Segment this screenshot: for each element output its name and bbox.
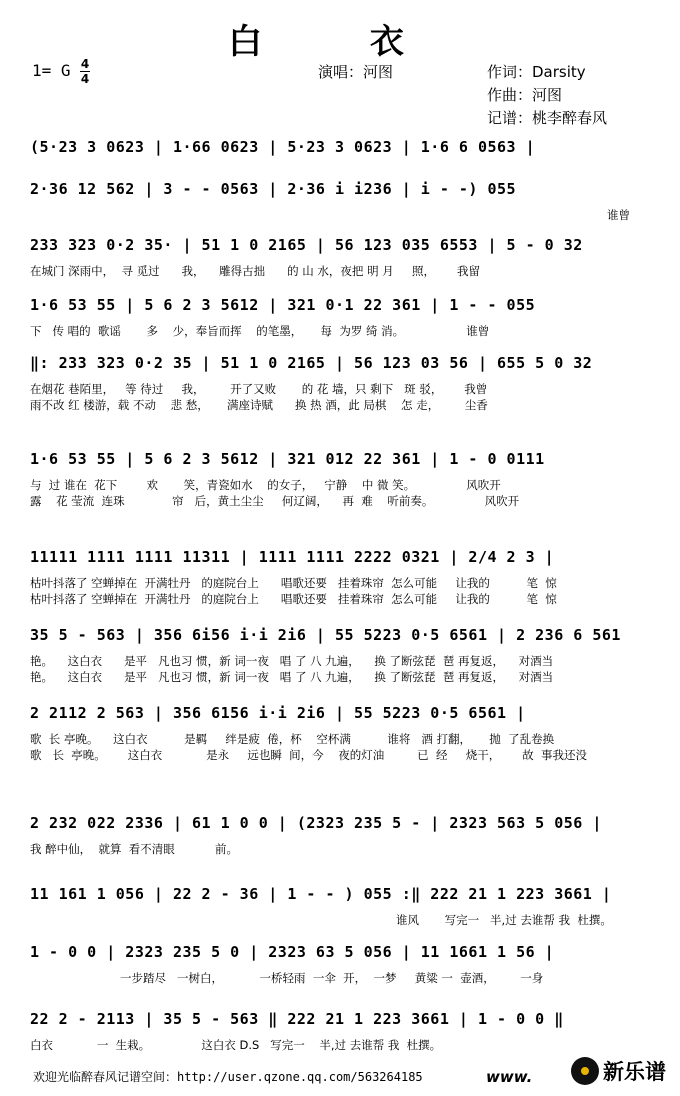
notation-line: 11 161 1 056 | 22 2 - 36 | 1 - - ) 055 :‖ 222 21 1 223 3661 | — [30, 885, 612, 903]
notation-line: 2 232 022 2336 | 61 1 0 0 | (2323 235 5 - | 2323 563 5 056 | — [30, 814, 602, 832]
notation-line: 2·36 12 562 | 3 - - 0563 | 2·36 i i236 | i - -) 055 — [30, 180, 517, 198]
notation-line: 1 - 0 0 | 2323 235 5 0 | 2323 63 5 056 | 11 1661 1 56 | — [30, 943, 555, 961]
key-signature: 1= G — [32, 61, 71, 80]
time-signature — [80, 58, 90, 85]
vinyl-disc-icon — [571, 1057, 599, 1085]
notation-line: ‖: 233 323 0·2 35 | 51 1 0 2165 | 56 123 03 56 | 655 5 0 32 — [30, 354, 593, 372]
lyric-line: 歌 长 亭晚。 这白衣 是永 远也瞬 间，今 夜的灯油 已 经 烧干， 故 事我还没 — [30, 748, 588, 762]
lyric-line: 与 过 谁在 花下 欢 笑，青瓷如水 的女子， 宁静 中 微 笑。 风吹开 — [30, 478, 501, 492]
singer-credit: 演唱：河图 — [318, 63, 394, 81]
notation-line: 11111 1111 1111 11311 | 1111 1111 2222 0321 | 2/4 2 3 | — [30, 548, 555, 566]
transcriber-credit: 记谱：桃李醉春风 — [487, 109, 608, 127]
time-signature-top: 4 — [80, 57, 90, 71]
footer-text: 欢迎光临醉春风记谱空间：http://user.qzone.qq.com/563264185 — [33, 1070, 423, 1084]
lyric-line: 下 传 唱的 歌谣 多 少，奉旨而挥 的笔墨， 每 为罗 绮 消。 谁曾 — [30, 324, 490, 338]
brand-logo — [571, 1056, 666, 1086]
lyric-line: 枯叶抖落了 空蝉掉在 开满牡丹 的庭院台上 唱歌还要 挂着珠帘 怎么可能 让我的 笔 惊 — [30, 576, 557, 590]
watermark-text: www. — [486, 1068, 533, 1086]
lyric-line: 艳。 这白衣 是平 凡也习 惯，新 词一夜 唱 了 八 九遍， 换 了断弦琵 琶 再复返， 对酒当 — [30, 670, 554, 684]
composer-credit: 作曲：河图 — [487, 86, 563, 104]
notation-line: 2 2112 2 563 | 356 6156 i·i 2i6 | 55 5223 0·5 6561 | — [30, 704, 526, 722]
lyric-line: 枯叶抖落了 空蝉掉在 开满牡丹 的庭院台上 唱歌还要 挂着珠帘 怎么可能 让我的 笔 惊 — [30, 592, 557, 606]
notation-line: 1·6 53 55 | 5 6 2 3 5612 | 321 012 22 361 | 1 - 0 0111 — [30, 450, 545, 468]
notation-line: 233 323 0·2 35· | 51 1 0 2165 | 56 123 035 6553 | 5 - 0 32 — [30, 236, 583, 254]
lyric-line: 谁风 写完一 半,过 去谁帮 我 杜撰。 — [396, 913, 612, 927]
notation-line: 22 2 - 2113 | 35 5 - 563 ‖ 222 21 1 223 3661 | 1 - 0 0 ‖ — [30, 1010, 564, 1028]
song-title: 白 衣 — [228, 22, 452, 62]
lyric-line: 露 花 莹流 连珠 帘 后，黄土尘尘 何辽阔， 再 难 听前奏。 风吹开 — [30, 494, 520, 508]
lyric-line: 艳。 这白衣 是平 凡也习 惯，新 词一夜 唱 了 八 九遍， 换 了断弦琵 琶 再复返， 对酒当 — [30, 654, 554, 668]
brand-name: 新乐谱 — [603, 1060, 666, 1084]
lyric-line: 一步踏尽 一树白， 一桥轻雨 一伞 开， 一梦 黄粱 一 壶酒， 一身 — [120, 971, 544, 985]
notation-line: 35 5 - 563 | 356 6i56 i·i 2i6 | 55 5223 0·5 6561 | 2 236 6 561 — [30, 626, 621, 644]
lyricist-credit: 作词：Darsity — [487, 63, 586, 81]
lyric-line: 白衣 一 生栽。 这白衣 D.S 写完一 半,过 去谁帮 我 杜撰。 — [30, 1038, 442, 1052]
lyric-line: 在烟花 巷陌里， 等 待过 我， 开了又败 的 花 墙，只 剩下 斑 驳， 我曾 — [30, 382, 488, 396]
lyric-line: 我 醉中仙， 就算 看不清眼 前。 — [30, 842, 238, 856]
lyric-line: 在城门 深雨中， 寻 觅过 我， 雕得古拙 的 山 水，夜把 明 月 照， 我留 — [30, 264, 480, 278]
lyric-line: 歌 长 亭晚。 这白衣 是羁 绊是疲 倦，杯 空杯满 谁将 酒 打翻， 抛 了乱卷换 — [30, 732, 555, 746]
lyric-line: 雨不改 红 楼游，载 不动 悲 愁， 满座诗赋 换 热 酒，此 局棋 怎 走， 尘香 — [30, 398, 488, 412]
lyric-line: 谁曾 — [607, 208, 630, 222]
time-signature-bottom: 4 — [80, 72, 90, 86]
notation-line: 1·6 53 55 | 5 6 2 3 5612 | 321 0·1 22 361 | 1 - - 055 — [30, 296, 536, 314]
notation-line: (5·23 3 0623 | 1·66 0623 | 5·23 3 0623 | 1·6 6 0563 | — [30, 138, 536, 156]
